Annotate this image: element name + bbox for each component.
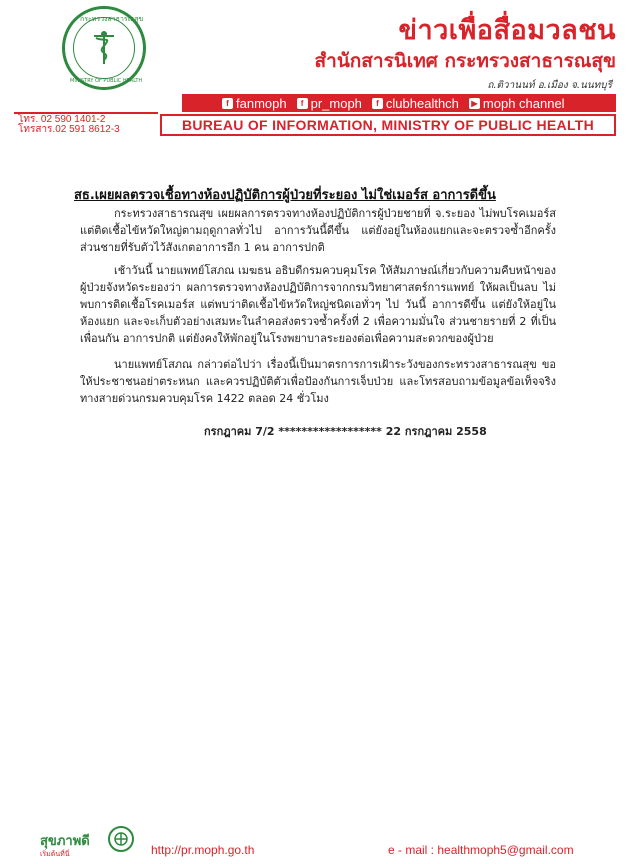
office-subtitle: สำนักสารนิเทศ กระทรวงสาธารณสุข xyxy=(314,50,616,72)
article-paragraph: กระทรวงสาธารณสุข เผยผลการตรวจทางห้องปฏิบัติการผู้ป่วยชายที่ จ.ระยอง ไม่พบโรคเมอร์ส แต่ติดเชื้อไข้หวัดใหญ่ตามฤดูกาลทั่วไป อาการวันนี้ดีขึ้น แต่ยังอยู่ในห้องแยกและจะตรวจซ้ำอีกครั้ง ส่วนชายที่รับตัวไว้สังเกตอาการอีก 1 คน อาการปกติ xyxy=(80,207,556,254)
article-paragraph: นายแพทย์โสภณ กล่าวต่อไปว่า เรื่องนี้เป็นมาตรการการเฝ้าระวังของกระทรวงสาธารณสุข ขอให้ประชาชนอย่าตระหนก และควรปฏิบัติตัวเพื่อป้องกันการเจ็บป่วย และโทรสอบถามข้อมูลข้อเท็จจริงทางสายด่วนกรมควบคุมโรค 1422 ตลอด 24 ชั่วโมง xyxy=(80,358,556,405)
facebook-icon: f xyxy=(297,98,308,109)
logo-text: สุขภาพดี xyxy=(40,834,90,849)
seal-sub-text: MINISTRY OF PUBLIC HEALTH xyxy=(70,78,143,84)
youtube-icon: ▶ xyxy=(469,98,480,109)
website-link[interactable]: http://pr.moph.go.th xyxy=(151,843,255,857)
social-label: clubhealthch xyxy=(385,95,459,111)
article-headline: สธ.เผยผลตรวจเชื้อทางห้องปฏิบัติการผู้ป่วยที่ระยอง ไม่ใช่เมอร์ส อาการดีขึ้น xyxy=(74,188,496,203)
seal-emblem-icon xyxy=(73,17,135,79)
social-label: moph channel xyxy=(482,95,565,111)
bureau-banner: BUREAU OF INFORMATION, MINISTRY OF PUBLIC HEALTH xyxy=(160,114,616,136)
social-bar xyxy=(182,94,616,112)
emblem-icon xyxy=(108,826,134,852)
social-item xyxy=(469,96,565,111)
contact-box xyxy=(14,112,158,134)
social-item xyxy=(222,96,287,111)
social-item xyxy=(372,96,459,111)
healthy-logo xyxy=(40,830,90,860)
date-line: กรกฎาคม 7/2 ****************** 22 กรกฎาคม 2558 xyxy=(204,425,487,438)
facebook-icon: f xyxy=(372,98,383,109)
social-label: fanmoph xyxy=(236,95,287,111)
phone-number: โทร. 02 590 1401-2 xyxy=(18,114,106,125)
social-label: pr_moph xyxy=(310,95,362,111)
social-item xyxy=(297,96,362,111)
logo-subtext: เริ่มต้นที่นี่ xyxy=(40,850,70,858)
office-address: ถ.ติวานนท์ อ.เมือง จ.นนทบุรี xyxy=(487,80,612,91)
facebook-icon: f xyxy=(222,98,233,109)
press-title: ข่าวเพื่อสื่อมวลชน xyxy=(398,15,616,46)
email-link[interactable]: e - mail : healthmoph5@gmail.com xyxy=(388,843,574,857)
seal-text: กระทรวงสาธารณสุข xyxy=(80,15,144,23)
article-paragraph: เช้าวันนี้ นายแพทย์โสภณ เมฆธน อธิบดีกรมควบคุมโรค ให้สัมภาษณ์เกี่ยวกับความคืบหน้าของผู้ป่วยจังหวัดระยองว่า ผลการตรวจทางห้องปฏิบัติการจากกรมวิทยาศาสตร์การแพทย์ ให้ผลเป็นลบ ไม่พบการติดเชื้อโรคเมอร์ส แต่พบว่าติดเชื้อไข้หวัดใหญ่ชนิดเอทั่วๆ ไป วันนี้ อาการดีขึ้น แต่ยังให้อยู่ในห้องแยก และจะเก็บตัวอย่างเสมหะในลำคอส่งตรวจซ้ำครั้งที่ 2 เพื่อความมั่นใจ ส่วนชายรายที่ 2 ที่เป็นเพื่อนกัน อาการปกติ แต่ยังคงให้พักอยู่ในโรงพยาบาลระยองต่อเพื่อความสะดวกของผู้ป่วย xyxy=(80,264,556,345)
fax-number: โทรสาร.02 591 8612-3 xyxy=(18,124,120,135)
